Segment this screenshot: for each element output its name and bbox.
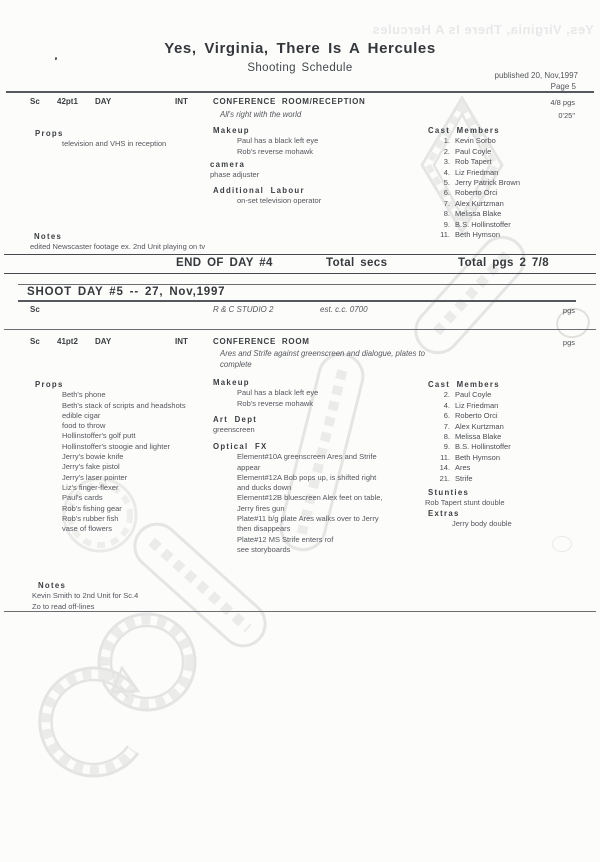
cast-number: 9. — [443, 219, 450, 229]
cast-name: Jerry Patrick Brown — [455, 178, 521, 188]
props-item: Beth's phone — [62, 390, 106, 400]
cast-number: 4. — [443, 167, 450, 177]
total-secs-label: Total secs — [326, 257, 388, 269]
cast-number: 21. — [439, 473, 450, 483]
props-heading: Props — [35, 380, 64, 389]
sc-label: Sc — [30, 337, 40, 346]
optical-fx-item: Element#12A Bob pops up, is shifted right and ducks down — [237, 472, 377, 493]
cast-name: Rob Tapert — [455, 157, 492, 167]
document-subtitle: Shooting Schedule — [247, 62, 353, 74]
makeup-block — [213, 378, 418, 409]
cast-member-row — [428, 432, 578, 442]
props-item: Jerry's bowie knife — [62, 452, 124, 462]
props-item: Jerry's fake pistol — [62, 462, 120, 472]
scene-tagline: All's right with the world — [220, 110, 302, 119]
makeup-item: Paul has a black left eye — [237, 388, 319, 398]
cast-number: 7. — [443, 421, 450, 431]
time-of-day: DAY — [95, 337, 112, 346]
notes-line: Zo to read off-lines — [32, 601, 95, 611]
cast-name: Alex Kurtzman — [455, 421, 504, 431]
props-item: Paul's cards — [62, 493, 103, 503]
cast-member-row — [428, 463, 578, 473]
cast-name: Beth Hymson — [455, 452, 501, 462]
sc-label: Sc — [30, 97, 40, 106]
cast-member-row — [428, 390, 578, 400]
cast-number: 6. — [443, 188, 450, 198]
stunties-heading: Stunties — [428, 488, 470, 497]
props-item: Rob's fishing gear — [62, 503, 122, 513]
cast-member-row — [428, 220, 578, 230]
optical-fx-heading: Optical FX — [213, 442, 268, 451]
cast-number: 3. — [443, 157, 450, 167]
scene-pgs: 4/8 pgs — [550, 98, 575, 107]
optical-fx-item: Plate#11 b/g plate Ares walks over to Jerry then disappears — [237, 514, 379, 534]
camera-item: phase adjuster — [210, 170, 260, 180]
props-heading: Props — [35, 129, 64, 138]
cast-number: 8. — [443, 209, 450, 219]
header-divider — [6, 91, 594, 93]
cast-number: 11. — [440, 230, 450, 240]
notes-heading: Notes — [38, 581, 67, 590]
ink-speck — [55, 57, 57, 60]
time-of-day: DAY — [95, 97, 112, 106]
cast-name: Melissa Blake — [455, 432, 502, 442]
camera-heading: camera — [210, 160, 246, 169]
notes-line: edited Newscaster footage ex. 2nd Unit playing on tv — [30, 242, 206, 252]
scene-duration: 0'25" — [558, 110, 575, 120]
cast-name: Beth Hymson — [455, 230, 501, 240]
scene-description: Ares and Strife against greenscreen and dialogue, plates to complete — [220, 349, 426, 369]
end-of-day-label: END OF DAY #4 — [176, 257, 273, 269]
props-item: vase of flowers — [62, 524, 113, 534]
props-item: Beth's stack of scripts and headshots — [62, 400, 186, 410]
additional-labour-block — [213, 186, 418, 207]
cast-member-row — [428, 230, 578, 240]
optical-fx-block — [213, 442, 395, 555]
cast-member-row — [428, 401, 578, 411]
makeup-item: Paul has a black left eye — [237, 136, 319, 146]
scene-number: 42pt1 — [57, 97, 78, 106]
cast-number: 9. — [443, 442, 450, 452]
scene-41pt2 — [0, 336, 600, 612]
cast-number: 6. — [443, 411, 450, 421]
optical-fx-item: Element#10A greenscreen Ares and Strife appear — [237, 452, 377, 472]
cast-number: 2. — [443, 146, 450, 156]
makeup-item: Rob's reverse mohawk — [237, 398, 314, 408]
cast-member-row — [428, 157, 578, 167]
makeup-item: Rob's reverse mohawk — [237, 146, 314, 156]
cast-number: 7. — [443, 198, 450, 208]
cast-name: Alex Kurtzman — [455, 198, 504, 208]
cast-member-row — [428, 199, 578, 209]
optical-fx-item: see storyboards — [237, 544, 291, 554]
scene-number: 41pt2 — [57, 337, 78, 346]
bottom-divider — [4, 611, 596, 612]
cast-member-row — [428, 411, 578, 421]
scene-pgs: pgs — [562, 338, 575, 347]
studio-pgs-label: pgs — [562, 306, 575, 315]
document-title: Yes, Virginia, There Is A Hercules — [164, 40, 436, 57]
makeup-block — [213, 126, 418, 157]
scene-location: CONFERENCE ROOM — [213, 337, 310, 346]
cast-number: 5. — [443, 178, 450, 188]
cast-number: 1. — [443, 136, 450, 146]
end-of-day-row — [4, 254, 596, 274]
shoot-day-label: SHOOT DAY #5 -- 27, Nov,1997 — [27, 286, 226, 298]
props-item: Jerry's laser pointer — [62, 472, 128, 482]
cast-members-heading: Cast Members — [428, 380, 500, 389]
cast-number: 11. — [440, 452, 450, 462]
cast-member-row — [428, 178, 578, 188]
stunties-extras-block — [425, 488, 575, 529]
extras-heading: Extras — [428, 508, 460, 518]
cast-member-row — [428, 136, 578, 146]
cast-name: Paul Coyle — [455, 146, 492, 156]
optical-fx-item: Element#12B bluescreen Alex feet on table, Jerry fires gun — [237, 493, 383, 513]
studio-sc-label: Sc — [30, 305, 40, 314]
cast-member-row — [428, 422, 578, 432]
extras-item: Jerry body double — [452, 518, 512, 528]
scene-divider — [4, 329, 596, 330]
scene-42pt1 — [0, 96, 600, 254]
makeup-heading: Makeup — [213, 126, 250, 135]
cast-name: Melissa Blake — [455, 209, 502, 219]
additional-labour-item: on-set television operator — [237, 196, 322, 206]
shoot-day-top-rule — [18, 284, 596, 285]
notes-line: Kevin Smith to 2nd Unit for Sc.4 — [32, 591, 139, 601]
page-number: Page 5 — [550, 82, 576, 91]
optical-fx-item: Plate#12 MS Strife enters rof — [237, 534, 334, 544]
cast-members-heading: Cast Members — [428, 126, 500, 135]
cast-number: 4. — [443, 400, 450, 410]
total-pgs-label: Total pgs 2 7/8 — [458, 257, 550, 269]
cast-member-row — [428, 147, 578, 157]
cast-name: Paul Coyle — [455, 390, 492, 400]
art-dept-block — [213, 415, 418, 436]
cast-members-block — [428, 126, 578, 240]
props-block — [35, 380, 213, 534]
cast-member-row — [428, 209, 578, 219]
cast-member-row — [428, 442, 578, 452]
published-date: published 20, Nov,1997 — [494, 71, 578, 80]
props-block — [35, 129, 210, 150]
cast-name: Strife — [455, 473, 473, 483]
cast-name: Ares — [455, 463, 471, 473]
cast-number: 2. — [443, 390, 450, 400]
cast-number: 14. — [439, 463, 450, 473]
stunties-item: Rob Tapert stunt double — [425, 498, 505, 508]
camera-block — [210, 160, 415, 181]
props-item: Hollinstoffer's stoogie and lighter — [62, 441, 171, 451]
props-item: Hollinstoffer's golf putt — [62, 431, 136, 441]
makeup-heading: Makeup — [213, 378, 250, 387]
cast-member-row — [428, 474, 578, 484]
cast-name: Liz Friedman — [455, 400, 499, 410]
additional-labour-heading: Additional Labour — [213, 186, 305, 195]
props-item: edible cigar — [62, 410, 101, 420]
notes-block — [30, 232, 350, 253]
shoot-day-underline — [18, 300, 576, 302]
props-item: television and VHS in reception — [62, 139, 167, 149]
studio-name: R & C STUDIO 2 — [213, 305, 274, 314]
cast-name: B.S. Hollinstoffer — [455, 219, 511, 229]
studio-call-time: est. c.c. 0700 — [320, 305, 368, 314]
cast-number: 8. — [443, 432, 450, 442]
int-ext: INT — [175, 97, 188, 106]
notes-heading: Notes — [34, 232, 63, 241]
art-dept-item: greenscreen — [213, 425, 255, 435]
scene-location: CONFERENCE ROOM/RECEPTION — [213, 97, 366, 106]
cast-name: Roberto Orci — [455, 188, 498, 198]
notes-block — [32, 581, 352, 612]
cast-member-row — [428, 188, 578, 198]
cast-name: B.S. Hollinstoffer — [455, 442, 511, 452]
cast-name: Liz Friedman — [455, 167, 499, 177]
cast-members-block — [428, 380, 578, 484]
props-item: Liz's finger-flexer — [62, 482, 119, 492]
int-ext: INT — [175, 337, 188, 346]
cast-member-row — [428, 453, 578, 463]
bleedthrough-title: Yes, Virginia, There Is A Hercules — [372, 22, 594, 37]
cast-member-row — [428, 168, 578, 178]
art-dept-heading: Art Dept — [213, 415, 258, 424]
cast-name: Kevin Sorbo — [455, 136, 496, 146]
props-item: Rob's rubber fish — [62, 513, 119, 523]
props-item: food to throw — [62, 421, 106, 431]
cast-name: Roberto Orci — [455, 411, 498, 421]
